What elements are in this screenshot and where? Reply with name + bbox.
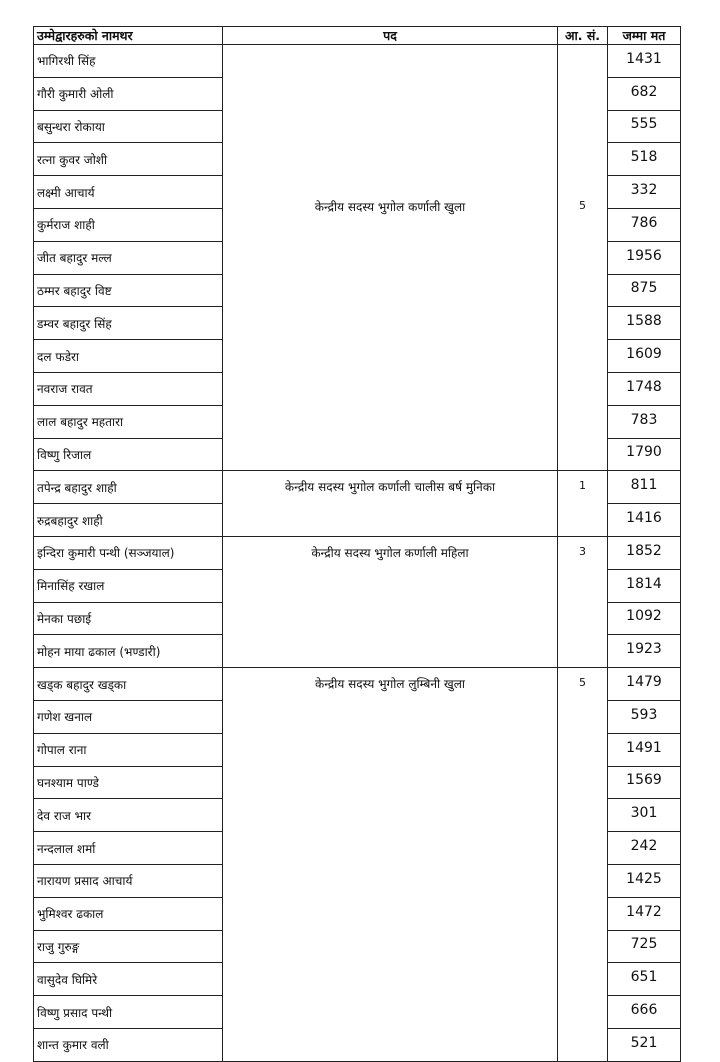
candidate-name: बसुन्धरा रोकाया — [34, 110, 223, 143]
total-votes: 301 — [608, 799, 681, 832]
candidate-name: विष्णु रिजाल — [34, 438, 223, 471]
table-row — [34, 668, 681, 701]
candidate-name: रुद्रबहादुर शाही — [34, 504, 223, 537]
total-votes: 1479 — [608, 668, 681, 701]
total-votes: 1491 — [608, 733, 681, 766]
candidate-name: कुर्मराज शाही — [34, 208, 223, 241]
candidate-name: तपेन्द्र बहादुर शाही — [34, 471, 223, 504]
post-cell — [223, 45, 558, 471]
candidate-name: घनश्याम पाण्डे — [34, 766, 223, 799]
candidate-name: गोपाल राना — [34, 733, 223, 766]
total-votes: 332 — [608, 176, 681, 209]
seats-label: 5 — [579, 199, 586, 212]
total-votes: 786 — [608, 208, 681, 241]
total-votes: 725 — [608, 930, 681, 963]
post-cell: केन्द्रीय सदस्य भुगोल कर्णाली चालीस बर्ष मुनिका — [223, 471, 558, 537]
total-votes: 1852 — [608, 536, 681, 569]
table-row — [34, 45, 681, 78]
candidate-name: लक्ष्मी आचार्य — [34, 176, 223, 209]
header-post: पद — [223, 27, 558, 45]
total-votes: 875 — [608, 274, 681, 307]
candidate-name: वासुदेव घिमिरे — [34, 963, 223, 996]
results-table — [33, 26, 681, 1062]
total-votes: 1092 — [608, 602, 681, 635]
total-votes: 1814 — [608, 569, 681, 602]
candidate-name: नन्दलाल शर्मा — [34, 832, 223, 865]
seats-cell: 3 — [558, 536, 608, 667]
total-votes: 1609 — [608, 340, 681, 373]
candidate-name: राजु गुरुङ्ग — [34, 930, 223, 963]
total-votes: 1588 — [608, 307, 681, 340]
total-votes: 1416 — [608, 504, 681, 537]
total-votes: 1431 — [608, 45, 681, 78]
candidate-name: ठम्मर बहादुर विष्ट — [34, 274, 223, 307]
candidate-name: गणेश खनाल — [34, 700, 223, 733]
table-row — [34, 471, 681, 504]
seats-cell: 5 — [558, 668, 608, 1062]
post-cell: केन्द्रीय सदस्य भुगोल कर्णाली महिला — [223, 536, 558, 667]
total-votes: 242 — [608, 832, 681, 865]
total-votes: 555 — [608, 110, 681, 143]
header-candidate-name: उम्मेद्वारहरुको नामथर — [34, 27, 223, 45]
total-votes: 651 — [608, 963, 681, 996]
candidate-name: लाल बहादुर महतारा — [34, 405, 223, 438]
total-votes: 1472 — [608, 897, 681, 930]
results-sheet — [33, 26, 681, 1062]
candidate-name: शान्त कुमार वली — [34, 1028, 223, 1061]
total-votes: 1748 — [608, 372, 681, 405]
post-label: केन्द्रीय सदस्य भुगोल कर्णाली खुला — [314, 200, 466, 214]
candidate-name: मोहन माया ढकाल (भण्डारी) — [34, 635, 223, 668]
candidate-name: भागिरथी सिंह — [34, 45, 223, 78]
candidate-name: इन्दिरा कुमारी पन्थी (सञ्जयाल) — [34, 536, 223, 569]
total-votes: 783 — [608, 405, 681, 438]
seats-cell: 1 — [558, 471, 608, 537]
candidate-name: दल फडेरा — [34, 340, 223, 373]
candidate-name: जीत बहादुर मल्ल — [34, 241, 223, 274]
candidate-name: भुमिश्वर ढकाल — [34, 897, 223, 930]
total-votes: 521 — [608, 1028, 681, 1061]
total-votes: 518 — [608, 143, 681, 176]
total-votes: 1956 — [608, 241, 681, 274]
candidate-name: देव राज भार — [34, 799, 223, 832]
header-seats: आ. सं. — [558, 27, 608, 45]
total-votes: 1923 — [608, 635, 681, 668]
candidate-name: विष्णु प्रसाद पन्थी — [34, 996, 223, 1029]
header-row — [34, 27, 681, 45]
candidate-name: खड्क बहादुर खड्का — [34, 668, 223, 701]
total-votes: 1425 — [608, 864, 681, 897]
total-votes: 682 — [608, 77, 681, 110]
total-votes: 1790 — [608, 438, 681, 471]
candidate-name: नवराज रावत — [34, 372, 223, 405]
header-total-votes: जम्मा मत — [608, 27, 681, 45]
candidate-name: नारायण प्रसाद आचार्य — [34, 864, 223, 897]
total-votes: 666 — [608, 996, 681, 1029]
candidate-name: डम्वर बहादुर सिंह — [34, 307, 223, 340]
total-votes: 811 — [608, 471, 681, 504]
total-votes: 1569 — [608, 766, 681, 799]
post-cell: केन्द्रीय सदस्य भुगोल लुम्बिनी खुला — [223, 668, 558, 1062]
candidate-name: मिनासिंह रखाल — [34, 569, 223, 602]
candidate-name: रत्ना कुवर जोशी — [34, 143, 223, 176]
total-votes: 593 — [608, 700, 681, 733]
candidate-name: मेनका पछाई — [34, 602, 223, 635]
seats-cell — [558, 45, 608, 471]
candidate-name: गौरी कुमारी ओली — [34, 77, 223, 110]
table-row — [34, 536, 681, 569]
results-body — [34, 45, 681, 1062]
